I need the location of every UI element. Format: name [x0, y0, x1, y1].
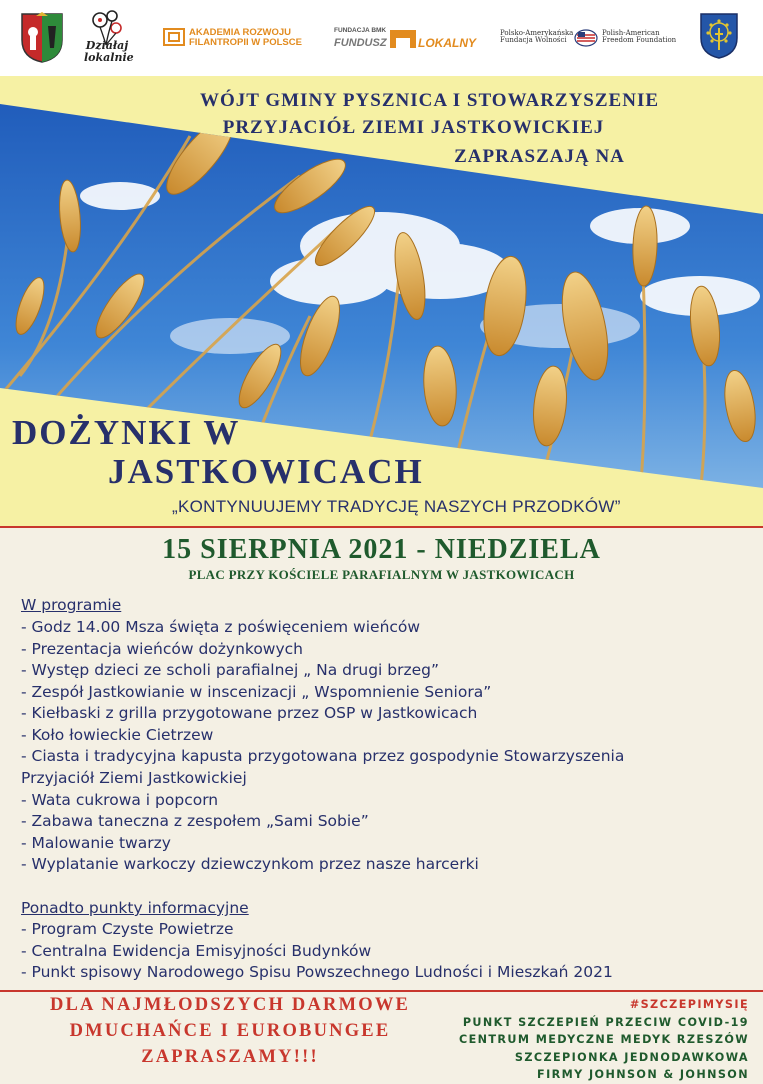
pafw-flag-icon: [574, 29, 598, 47]
program-item: - Kiełbaski z grilla przygotowane przez OSP w Jastkowicach: [21, 704, 478, 722]
program-item: Przyjaciół Ziemi Jastkowickiej: [21, 769, 247, 787]
dzialaj-logo-line1: Działaj: [85, 39, 129, 52]
pafw-en-line2: Freedom Foundation: [602, 36, 677, 45]
header-line-1: WÓJT GMINY PYSZNICA I STOWARZYSZENIE: [199, 90, 660, 111]
akademia-logo-line2: FILANTROPII W POLSCE: [189, 36, 302, 48]
program-item: - Godz 14.00 Msza święta z poświęceniem wieńców: [21, 618, 421, 636]
program-item: - Zabawa taneczna z zespołem „Sami Sobie”: [21, 812, 369, 830]
program-item: - Prezentacja wieńców dożynkowych: [21, 640, 303, 658]
info-item: - Punkt spisowy Narodowego Spisu Powszechnego Ludności i Mieszkań 2021: [21, 963, 613, 981]
program-item: - Zespół Jastkowianie w inscenizacji „ Wspomnienie Seniora”: [21, 683, 492, 701]
dzialaj-logo-line2: lokalnie: [84, 50, 134, 64]
program-item: - Wata cukrowa i popcorn: [21, 791, 219, 809]
program-item: - Wyplatanie warkoczy dziewczynkom przez nasze harcerki: [21, 855, 479, 873]
header-line-2: PRZYJACIÓŁ ZIEMI JASTKOWICKIEJ: [222, 117, 605, 138]
kids-line3: ZAPRASZAMY!!!: [141, 1047, 319, 1067]
program-item: - Koło łowieckie Cietrzew: [21, 726, 214, 744]
divider-top: [0, 526, 763, 528]
fundacja-top: FUNDACJA BMK: [334, 27, 387, 34]
fundusz-house-icon: [388, 22, 418, 50]
akademia-logo-line1: AKADEMIA ROZWOJU: [189, 27, 292, 38]
program-heading: W programie: [21, 596, 122, 614]
logo-bar: [0, 0, 763, 76]
event-place: PLAC PRZY KOŚCIELE PARAFIALNYM W JASTKOWICACH: [188, 567, 575, 582]
info-heading: Ponadto punkty informacyjne: [21, 899, 249, 917]
covid-vaccination-info: [429, 996, 749, 1084]
covid-hashtag: #SZCZEPIMYSIĘ: [629, 998, 749, 1011]
kids-line2: DMUCHAŃCE I EUROBUNGEE: [69, 1021, 391, 1041]
kids-line1: DLA NAJMŁODSZYCH DARMOWE: [49, 995, 411, 1015]
lokalny-word: LOKALNY: [418, 36, 476, 50]
event-title-line2: JASTKOWICACH: [108, 452, 424, 491]
pafw-pl-line1: Polsko-Amerykańska: [500, 29, 574, 37]
covid-line2: CENTRUM MEDYCZNE MEDYK RZESZÓW: [458, 1033, 749, 1046]
gmina-crest-icon: [20, 12, 64, 64]
program-item: - Malowanie twarzy: [21, 834, 171, 852]
covid-line4: FIRMY JOHNSON & JOHNSON: [537, 1068, 749, 1081]
pafw-pl-line2: Fundacja Wolności: [500, 36, 567, 45]
covid-line3: SZCZEPIONKA JEDNODAWKOWA: [514, 1050, 749, 1064]
pysznica-crest-icon: [699, 12, 739, 60]
event-motto: „KONTYNUUJEMY TRADYCJĘ NASZYCH PRZODKÓW”: [172, 497, 621, 516]
pafw-en-line1: Polish-American: [602, 29, 660, 37]
kids-attractions: [0, 992, 460, 1070]
info-item: - Centralna Ewidencja Emisyjności Budynków: [21, 942, 372, 960]
header-line-3: ZAPRASZAJĄ NA: [454, 146, 625, 167]
fundusz-word: FUNDUSZ: [334, 37, 387, 49]
program-item: - Ciasta i tradycyjna kapusta przygotowana przez gospodynie Stowarzyszenia: [21, 747, 625, 765]
akademia-logo-icon: [163, 28, 185, 46]
info-item: - Program Czyste Powietrze: [21, 920, 234, 938]
covid-line1: PUNKT SZCZEPIEŃ PRZECIW COVID-19: [462, 1015, 749, 1029]
program-item: - Występ dzieci ze scholi parafialnej „ Na drugi brzeg”: [21, 661, 440, 679]
event-title-line1: DOŻYNKI W: [12, 413, 241, 452]
event-date: 15 SIERPNIA 2021 - NIEDZIELA: [162, 534, 601, 565]
